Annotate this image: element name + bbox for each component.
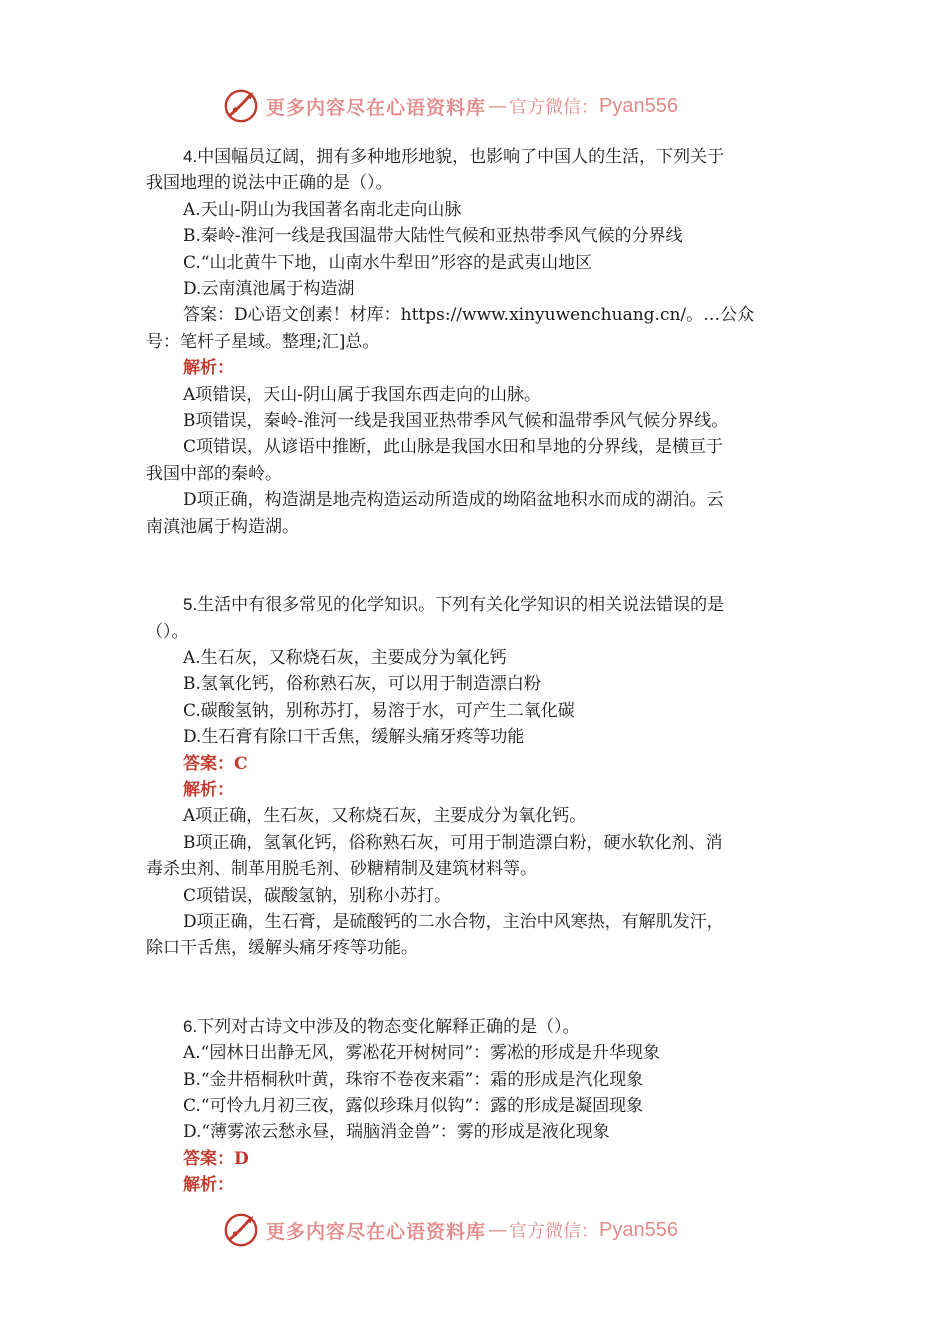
banner-separator: — [488,1219,508,1241]
answer-line: 答案：D心语文创素！材库：https://www.xinyuwenchuang.cn/。…公众 [183,305,755,326]
answer-line-cont: 号：笔杆子星域。整理;汇]总。 [146,331,380,352]
question-stem: 6.下列对古诗文中涉及的物态变化解释正确的是（）。 [183,1016,580,1037]
spacer [146,962,810,1014]
option-a: A.“园林日出静无风，雾凇花开树树同”：雾凇的形成是升华现象 [183,1043,661,1064]
analysis-a: A项错误，天山-阴山属于我国东西走向的山脉。 [183,384,542,405]
analysis-a: A项正确，生石灰，又称烧石灰，主要成分为氧化钙。 [183,806,587,827]
question-4 [146,144,810,540]
question-stem-cont: 我国地理的说法中正确的是（）。 [146,173,393,194]
analysis-label: 解析： [183,358,234,379]
banner-separator: — [488,95,508,117]
analysis-b: B项正确，氢氧化钙，俗称熟石灰，可用于制造漂白粉，硬水软化剂、消 [183,832,723,853]
banner-text: 更多内容尽在心语资料库 [266,1220,487,1243]
option-c: C.碳酸氢钠，别称苏打，易溶于水，可产生二氧化碳 [183,700,575,721]
option-d: D.云南滇池属于构造湖 [183,279,355,300]
analysis-d-cont: 除口干舌焦，缓解头痛牙疼等功能。 [146,938,418,959]
analysis-d-cont: 南滇池属于构造湖。 [146,516,299,537]
option-c: C.“可怜九月初三夜，露似珍珠月似钩”：露的形成是凝固现象 [183,1096,644,1116]
analysis-d: D项正确，生石膏，是硫酸钙的二水合物，主治中风寒热，有解肌发汗， [183,911,724,932]
answer-line: 答案：C [183,753,248,774]
question-5 [146,592,810,962]
question-stem-cont: （）。 [146,621,189,642]
option-d: D.生石膏有除口干舌焦，缓解头痛牙疼等功能 [183,727,525,748]
answer-line: 答案：D [183,1148,249,1169]
option-b: B.氢氧化钙，俗称熟石灰，可以用于制造漂白粉 [183,674,541,695]
analysis-b-cont: 毒杀虫剂、制革用脱毛剂、砂糖精制及建筑材料等。 [146,859,537,880]
question-6 [146,1014,810,1199]
analysis-c-cont: 我国中部的秦岭。 [146,463,282,484]
option-b: B.“金井梧桐秋叶黄，珠帘不卷夜来霜”：霜的形成是汽化现象 [183,1069,644,1090]
option-b: B.秦岭-淮河一线是我国温带大陆性气候和亚热带季风气候的分界线 [183,226,683,247]
footer-banner [222,1208,742,1252]
banner-wechat-id: Pyan556 [599,1218,678,1241]
analysis-label: 解析： [183,1175,234,1196]
document-body [146,144,810,1199]
pen-logo-icon [222,87,260,125]
analysis-d: D项正确，构造湖是地壳构造运动所造成的坳陷盆地积水而成的湖泊。云 [183,490,724,511]
question-stem: 4.中国幅员辽阔，拥有多种地形地貌，也影响了中国人的生活，下列关于 [183,147,725,167]
banner-wechat-id: Pyan556 [599,94,678,117]
pen-logo-icon [222,1211,260,1249]
analysis-c: C项错误，从谚语中推断，此山脉是我国水田和旱地的分界线，是横亘于 [183,437,724,458]
banner-wechat-label: 官方微信： [509,1221,600,1242]
banner-text: 更多内容尽在心语资料库 [266,96,487,119]
analysis-label: 解析： [183,779,234,800]
banner-wechat-label: 官方微信： [509,97,600,118]
option-c: C.“山北黄牛下地，山南水牛犁田”形容的是武夷山地区 [183,252,593,273]
option-a: A.天山-阴山为我国著名南北走向山脉 [183,199,462,220]
analysis-c: C项错误，碳酸氢钠，别称小苏打。 [183,885,452,906]
analysis-b: B项错误，秦岭-淮河一线是我国亚热带季风气候和温带季风气候分界线。 [183,411,729,432]
question-stem: 5.生活中有很多常见的化学知识。下列有关化学知识的相关说法错误的是 [183,595,725,616]
option-d: D.“薄雾浓云愁永昼，瑞脑消金兽”：雾的形成是液化现象 [183,1122,610,1143]
option-a: A.生石灰，又称烧石灰，主要成分为氧化钙 [183,647,507,668]
spacer [146,540,810,592]
header-banner [222,84,742,128]
